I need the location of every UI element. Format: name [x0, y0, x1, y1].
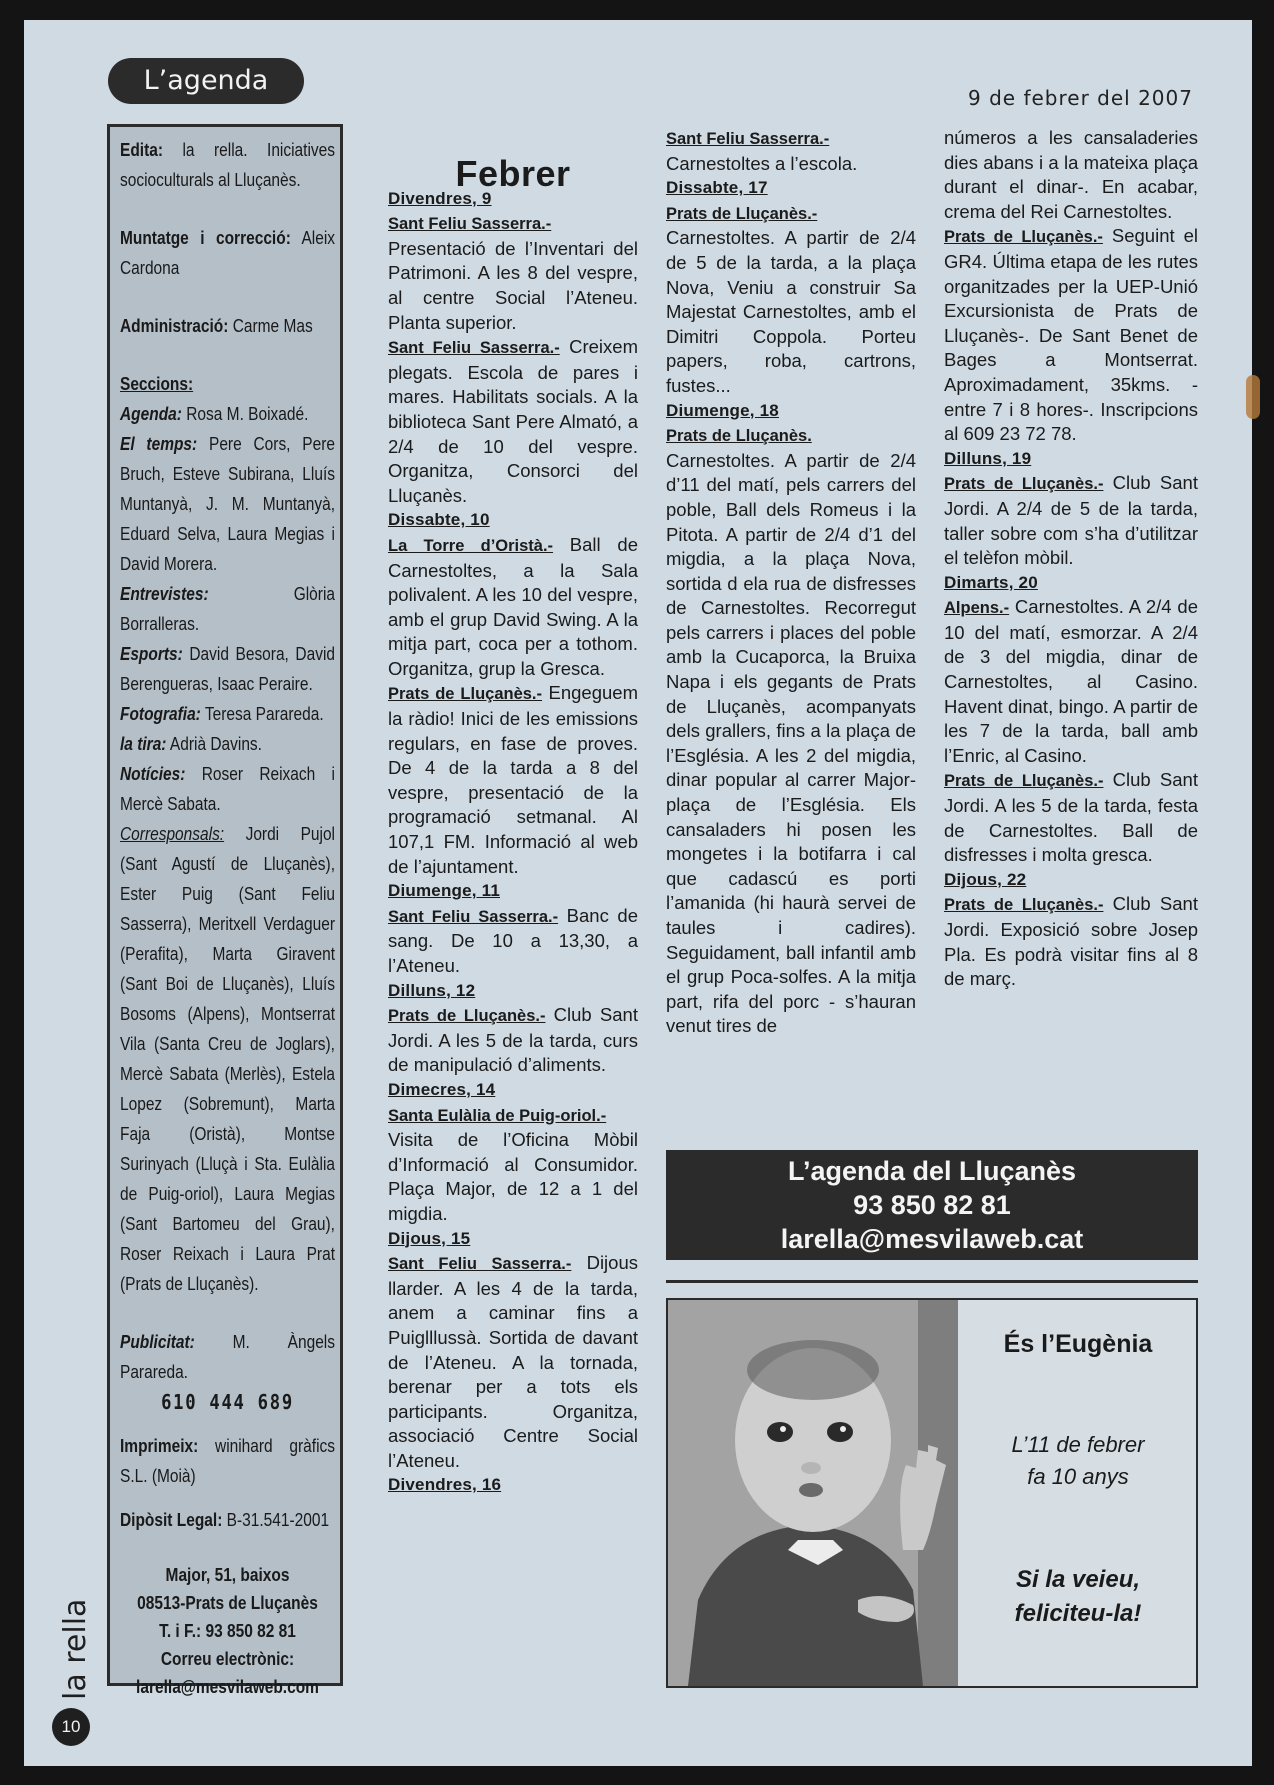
- credit-corresponsals: Corresponsals: Jordi Pujol (Sant Agustí de Lluçanès), Ester Puig (Sant Feliu Sasserra), Meritxell Verdaguer (Perafita), Marta Giravent (Sant Boi de Lluçanès), Lluís Bosoms (Alpens), Montserrat Vila (Santa Creu de Joglars), Mercè Sabata (Merlès), Estela Lopez (Sobremunt), Marta Faja (Oristà), Montse Surinyach (Lluçà i Sta. Eulàlia de Puig-oriol), Laura Megias (Sant Bartomeu del Grau), Roser Reixach i Laura Prat (Prats de Lluçanès).: [120, 824, 335, 1294]
- event-place: Prats de Lluçanès.-: [944, 896, 1104, 915]
- event-place: Santa Eulàlia de Puig-oriol.-: [388, 1106, 607, 1125]
- event-description: Club Sant Jordi. A les 5 de la tarda, festa de Carnestoltes. Ball de disfresses i molta gresca.: [944, 769, 1198, 866]
- credit-diposit: Dipòsit Legal: B-31.541-2001: [120, 1510, 330, 1530]
- newspaper-page: [24, 20, 1252, 1766]
- event-date-heading: Dissabte, 10: [388, 510, 490, 530]
- event-entry: [944, 471, 1198, 570]
- page-number: 10: [52, 1708, 90, 1746]
- contact-email: larella@mesvilaweb.cat: [780, 1224, 1084, 1254]
- event-entry: [944, 224, 1198, 446]
- event-description: Seguint el GR4. Última etapa de les rutes organitzades per la UEP-Unió Excursionista de Prats de Lluçanès-. De Sant Benet de Bages a Montserrat. Aproximadament, 35kms. -entre 7 i 8 hores-. Inscripcions al 609 23 72 78.: [944, 225, 1198, 445]
- event-entry: [666, 126, 916, 152]
- agenda-contact-box: [666, 1150, 1198, 1260]
- agenda-column-1: [388, 153, 638, 1498]
- event-place: Prats de Lluçanès.-: [944, 228, 1103, 247]
- event-description: números a les cansaladeries dies abans i a la mateixa plaça durant el dinar-. En acabar, crema del Rei Carnestoltes.: [944, 127, 1198, 222]
- birthday-caption: [960, 1300, 1196, 1686]
- event-date-heading: Diumenge, 18: [666, 400, 779, 420]
- issue-date: 9 de febrer del 2007: [968, 86, 1193, 110]
- event-date-heading: Dijous, 22: [944, 869, 1027, 889]
- month-title: Febrer: [455, 153, 571, 194]
- credit-publicitat: Publicitat: M. Àngels Parareda.: [120, 1332, 335, 1382]
- event-date-heading: Divendres, 16: [388, 1475, 502, 1495]
- event-place: Prats de Lluçanès.-: [388, 685, 543, 704]
- section-tab: L’agenda: [108, 58, 304, 104]
- event-place: Sant Feliu Sasserra.-: [388, 1255, 572, 1274]
- event-place: Sant Feliu Sasserra.-: [388, 907, 559, 926]
- event-place: Sant Feliu Sasserra.-: [666, 130, 830, 148]
- paper-stain: [1246, 375, 1260, 419]
- event-entry: [388, 904, 638, 979]
- event-description: Visita de l’Oficina Mòbil d’Informació al Consumidor. Plaça Major, de 12 a 1 del migdia.: [388, 1129, 638, 1224]
- birthday-call-to-action: Si la veieu, feliciteu-la!: [1014, 1566, 1142, 1627]
- credit-tira: la tira: Adrià Davins.: [120, 734, 262, 754]
- event-place: Sant Feliu Sasserra.-: [388, 215, 552, 234]
- masthead-credits: [107, 124, 343, 1697]
- event-entry: [944, 768, 1198, 867]
- event-date-heading: Dijous, 15: [388, 1228, 471, 1248]
- event-date-heading: Dissabte, 17: [666, 178, 768, 198]
- event-date-heading: Divendres, 9: [388, 188, 492, 208]
- event-date-heading: Dilluns, 12: [388, 980, 476, 1000]
- credit-fotografia: Fotografia: Teresa Parareda.: [120, 704, 324, 724]
- baby-photo: [668, 1300, 958, 1686]
- credit-edita: Edita: la rella. Iniciatives socioculturals al Lluçanès.: [120, 140, 335, 190]
- event-date-heading: Dimarts, 20: [944, 572, 1038, 592]
- event-entry: [666, 423, 916, 449]
- credit-agenda: Agenda: Rosa M. Boixadé.: [120, 404, 309, 424]
- contact-title: L’agenda del Lluçanès: [787, 1156, 1077, 1186]
- birthday-box: [666, 1298, 1198, 1688]
- event-place: Sant Feliu Sasserra.-: [388, 339, 560, 358]
- credit-imprimeix: Imprimeix: winihard gràfics S.L. (Moià): [120, 1436, 335, 1486]
- event-entry: [388, 681, 638, 879]
- event-entry: [388, 335, 638, 508]
- event-place: Prats de Lluçanès.-: [944, 475, 1104, 494]
- birthday-title: És l’Eugènia: [1003, 1330, 1153, 1358]
- event-entry: [388, 1251, 638, 1473]
- event-entry: [944, 892, 1198, 991]
- event-description: Carnestoltes a l’escola.: [666, 152, 858, 174]
- event-description: Carnestoltes. A 2/4 de 10 del matí, esmorzar. A 2/4 de 3 del migdia, dinar de Carnestoltes, al Casino. Havent dinat, bingo. A partir de les 7 de la tarda, ball amb l’Enric, al Casino.: [944, 596, 1198, 766]
- event-description: Creixem plegats. Escola de pares i mares. Habilitats socials. A la biblioteca Sant Pere Almató, a 2/4 de 10 del vespre. Organitza, Consorci del Lluçanès.: [388, 336, 638, 506]
- event-place: Prats de Lluçanès.-: [666, 204, 818, 223]
- vertical-brand-label: la rella: [58, 1598, 93, 1700]
- event-entry: [388, 1003, 638, 1078]
- credit-muntatge: Muntatge i correcció: Aleix Cardona: [120, 228, 335, 278]
- credit-entrevistes: Entrevistes: Glòria Borralleras.: [120, 584, 335, 634]
- event-description: Club Sant Jordi. A les 5 de la tarda, curs de manipulació d’aliments.: [388, 1004, 638, 1076]
- event-description: Dijous llarder. A les 4 de la tarda, anem a caminar fins a Puiglllussà. Sortida de davant de l’Ateneu. A la tornada, berenar per a tots els participants. Organitza, associació Centre Social l’Ateneu.: [388, 1252, 638, 1471]
- event-description: Presentació de l’Inventari del Patrimoni. A les 8 del vespre, al centre Social l’Ateneu. Planta superior.: [388, 237, 638, 333]
- divider: [666, 1280, 1198, 1283]
- event-date-heading: Diumenge, 11: [388, 881, 500, 901]
- event-date-heading: Dilluns, 19: [944, 448, 1032, 468]
- event-entry: [388, 1103, 638, 1129]
- credit-administracio: Administració: Carme Mas: [120, 316, 313, 336]
- event-place: La Torre d’Oristà.-: [388, 536, 554, 555]
- credit-esports: Esports: David Besora, David Berengueras, Isaac Peraire.: [120, 644, 335, 694]
- contact-phone: 93 850 82 81: [853, 1190, 1011, 1220]
- event-place: Prats de Lluçanès.-: [388, 1007, 546, 1026]
- event-description: Club Sant Jordi. Exposició sobre Josep Pla. Es podrà visitar fins al 8 de març.: [944, 893, 1198, 990]
- credit-temps: El temps: Pere Cors, Pere Bruch, Esteve Subirana, Lluís Muntanyà, J. M. Muntanyà, Eduard Selva, Laura Megias i David Morera.: [120, 434, 335, 574]
- postal-address: Major, 51, baixos 08513-Prats de Lluçanès T. i F.: 93 850 82 81 Correu electrònic: larella@mesvilaweb.com: [136, 1565, 319, 1697]
- event-place: Prats de Lluçanès.: [666, 427, 812, 446]
- agenda-column-2: [666, 126, 916, 1039]
- event-description: Carnestoltes. A partir de 2/4 de 5 de la tarda, a la plaça Nova, Veniu a construir Sa Majestat Carnestoltes, amb el Dimitri Coppola. Porteu papers, roba, cartrons, fustes...: [666, 227, 916, 396]
- event-date-heading: Dimecres, 14: [388, 1079, 496, 1099]
- event-description: Engeguem la ràdio! Inici de les emissions regulars, en fase de proves. De 4 de la tarda a 8 del vespre, presentació de la programació setmanal. Al 107,1 FM. Informació al web de l’ajuntament.: [388, 682, 638, 877]
- credits-text: [120, 135, 335, 1701]
- event-description: Ball de Carnestoltes, a la Sala polivalent. A les 10 del vespre, amb el grup David Swing. A la mitja part, coca per a tothom. Organitza, grup la Gresca.: [388, 533, 638, 679]
- agenda-column-3: [944, 126, 1198, 992]
- event-entry: [388, 211, 638, 237]
- event-entry: [388, 533, 638, 682]
- event-entry: [944, 595, 1198, 768]
- event-place: Alpens.-: [944, 599, 1010, 618]
- event-description: Carnestoltes. A partir de 2/4 d’11 del matí, pels carrers del poble, Ball dels Romeus i la Pitota. A partir de 2/4 d’1 del migdia, a la plaça Nova, sortida d ela rua de disfresses de Carnestoltes. Recorregut pels carrers i places del poble amb la Cucaporca, la Bruixa Napa i els gegants de Prats de Lluçanès, acompanyats dels grallers, fins a la plaça de l’Església. A les 2 del migdia, dinar popular al carrer Major-plaça de l’Església. Els cansaladers hi posen les mongetes i la botifarra i cal que cadascú es porti l’amanida (hi haurà servei de taules i cadires). Seguidament, ball infantil amb el grup Poca-solfes. A la mitja part, rifa del porc - s’hauran venut tires de: [666, 449, 916, 1037]
- credit-seccions: Seccions:: [120, 374, 194, 394]
- event-description: Club Sant Jordi. A 2/4 de 5 de la tarda, taller sobre com s’ha d’utilitzar el telèfon mòbil.: [944, 472, 1198, 569]
- event-entry: [666, 201, 916, 227]
- event-place: Prats de Lluçanès.-: [944, 772, 1104, 791]
- birthday-message: L’11 de febrer fa 10 anys: [1011, 1432, 1145, 1489]
- publicitat-phone: 610 444 689: [161, 1390, 294, 1414]
- credit-noticies: Notícies: Roser Reixach i Mercè Sabata.: [120, 764, 335, 814]
- event-description: Banc de sang. De 10 a 13,30, a l’Ateneu.: [388, 904, 638, 976]
